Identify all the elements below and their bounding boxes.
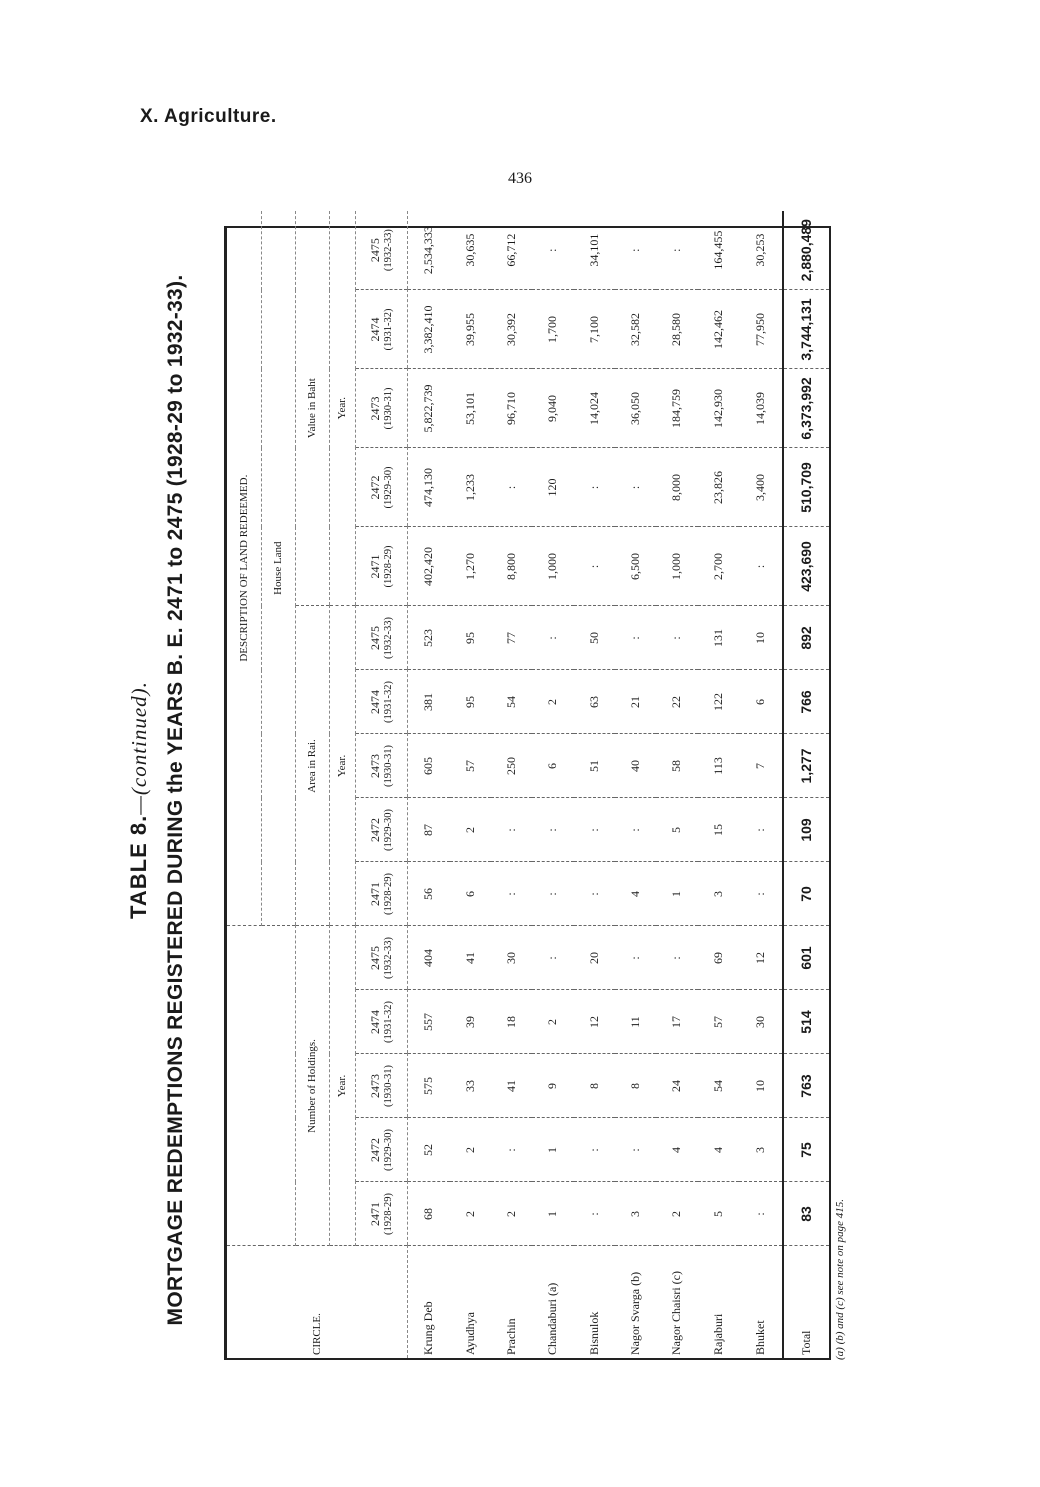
area-cell: 605 bbox=[407, 734, 450, 798]
holdings-cell: 33 bbox=[450, 1054, 491, 1118]
table-body bbox=[407, 211, 829, 1358]
holdings-cell: 17 bbox=[656, 990, 697, 1054]
holdings-cell: 41 bbox=[450, 926, 491, 990]
value-cell: : bbox=[615, 448, 656, 527]
holdings-cell: 30 bbox=[491, 926, 532, 990]
area-cell: : bbox=[656, 606, 697, 670]
value-cell: 32,582 bbox=[615, 290, 656, 369]
value-cell: : bbox=[574, 448, 615, 527]
value-header: Value in Baht bbox=[295, 211, 329, 606]
area-cell: 6 bbox=[450, 862, 491, 926]
table-row bbox=[739, 211, 783, 1358]
area-cell: 63 bbox=[574, 670, 615, 734]
year-be: 2472 bbox=[368, 1138, 382, 1162]
year-header-row bbox=[355, 211, 407, 1358]
total-value-cell: 510,709 bbox=[783, 448, 829, 527]
value-cell: 77,950 bbox=[739, 290, 783, 369]
circle-name: Chandaburi (a) bbox=[545, 1282, 560, 1355]
area-cell: 3 bbox=[698, 862, 739, 926]
page-number: 436 bbox=[508, 170, 532, 187]
total-area-cell: 109 bbox=[783, 798, 829, 862]
circle-name: Ayudhya bbox=[462, 1312, 477, 1355]
year-ad: (1930-31) bbox=[383, 387, 394, 430]
total-holdings-cell: 75 bbox=[783, 1118, 829, 1182]
value-cell: : bbox=[532, 211, 573, 290]
area-cell: 15 bbox=[698, 798, 739, 862]
value-cell: 96,710 bbox=[491, 369, 532, 448]
holdings-cell: 39 bbox=[450, 990, 491, 1054]
area-cell: 58 bbox=[656, 734, 697, 798]
circle-name: Rajaburi bbox=[710, 1313, 725, 1355]
value-year-header: Year. bbox=[329, 211, 355, 606]
year-ad: (1931-32) bbox=[383, 1001, 394, 1043]
area-cell: : bbox=[739, 798, 783, 862]
area-cell: : bbox=[491, 862, 532, 926]
area-cell: 54 bbox=[491, 670, 532, 734]
area-cell: 57 bbox=[450, 734, 491, 798]
holdings-year-2 bbox=[355, 1118, 407, 1182]
holdings-cell: 8 bbox=[574, 1054, 615, 1118]
holdings-cell: 8 bbox=[615, 1054, 656, 1118]
table-row bbox=[491, 211, 532, 1358]
value-cell: 8,800 bbox=[491, 527, 532, 606]
value-cell: 34,101 bbox=[574, 211, 615, 290]
holdings-cell: 2 bbox=[450, 1182, 491, 1246]
area-cell: : bbox=[491, 798, 532, 862]
total-value-cell: 423,690 bbox=[783, 527, 829, 606]
value-cell: 30,253 bbox=[739, 211, 783, 290]
area-cell: : bbox=[574, 862, 615, 926]
circle-name: Bisnulok bbox=[586, 1311, 601, 1355]
value-cell: 14,024 bbox=[574, 369, 615, 448]
value-cell: 30,392 bbox=[491, 290, 532, 369]
holdings-cell: 30 bbox=[739, 990, 783, 1054]
value-cell: 2,534,333 bbox=[407, 211, 450, 290]
total-area-cell: 892 bbox=[783, 606, 829, 670]
circle-name: Krung Deb bbox=[421, 1301, 436, 1355]
circle-header: CIRCLE. bbox=[227, 1246, 407, 1358]
value-year-5 bbox=[355, 211, 407, 290]
holdings-cell: : bbox=[615, 926, 656, 990]
total-label: Total bbox=[783, 1246, 829, 1358]
house-land-header: House Land bbox=[261, 211, 295, 926]
area-cell: 56 bbox=[407, 862, 450, 926]
holdings-cell: 24 bbox=[656, 1054, 697, 1118]
area-cell: 40 bbox=[615, 734, 656, 798]
year-be: 2473 bbox=[368, 753, 382, 778]
table-label bbox=[126, 180, 152, 1420]
area-cell: 6 bbox=[532, 734, 573, 798]
holdings-cell: : bbox=[615, 1118, 656, 1182]
area-cell: : bbox=[574, 798, 615, 862]
area-cell: 51 bbox=[574, 734, 615, 798]
total-holdings-cell: 763 bbox=[783, 1054, 829, 1118]
year-be: 2474 bbox=[368, 317, 382, 342]
table-row bbox=[698, 211, 739, 1358]
holdings-cell: 2 bbox=[491, 1182, 532, 1246]
area-cell: : bbox=[615, 798, 656, 862]
rotated-table-page bbox=[100, 180, 860, 1420]
table-row bbox=[615, 211, 656, 1358]
year-be: 2472 bbox=[368, 475, 382, 500]
total-row bbox=[783, 211, 829, 1358]
total-holdings-cell: 514 bbox=[783, 990, 829, 1054]
area-cell: 21 bbox=[615, 670, 656, 734]
year-ad: (1928-29) bbox=[383, 1193, 394, 1235]
holdings-cell: : bbox=[739, 1182, 783, 1246]
value-cell: 3,382,410 bbox=[407, 290, 450, 369]
holdings-cell: 54 bbox=[698, 1054, 739, 1118]
table-title: MORTGAGE REDEMPTIONS REGISTERED DURING the YEARS B. E. 2471 to 2475 (1928-29 to 1932-33). bbox=[164, 274, 187, 1326]
area-cell: 50 bbox=[574, 606, 615, 670]
year-ad: (1932-33) bbox=[383, 936, 394, 979]
circle-name: Nagor Svarga (b) bbox=[628, 1271, 643, 1355]
area-year-3 bbox=[355, 734, 407, 798]
year-ad: (1928-29) bbox=[383, 872, 394, 915]
area-cell: 381 bbox=[407, 670, 450, 734]
year-ad: (1930-31) bbox=[383, 744, 394, 787]
table-row bbox=[407, 211, 450, 1358]
value-cell: 184,759 bbox=[656, 369, 697, 448]
holdings-cell: : bbox=[532, 926, 573, 990]
area-year-header: Year. bbox=[329, 606, 355, 926]
holdings-cell: 3 bbox=[615, 1182, 656, 1246]
holdings-year-3 bbox=[355, 1054, 407, 1118]
value-cell: 402,420 bbox=[407, 527, 450, 606]
area-cell: 95 bbox=[450, 606, 491, 670]
area-cell: : bbox=[739, 862, 783, 926]
year-be: 2475 bbox=[368, 945, 382, 970]
holdings-cell: 9 bbox=[532, 1054, 573, 1118]
holdings-cell: 4 bbox=[698, 1118, 739, 1182]
value-cell: : bbox=[615, 211, 656, 290]
redemptions-table-frame bbox=[224, 219, 831, 1360]
value-cell: 8,000 bbox=[656, 448, 697, 527]
area-cell: 7 bbox=[739, 734, 783, 798]
area-cell: : bbox=[532, 862, 573, 926]
value-year-1 bbox=[355, 527, 407, 606]
value-cell: 1,000 bbox=[532, 527, 573, 606]
year-ad: (1928-29) bbox=[383, 545, 394, 588]
holdings-cell: 52 bbox=[407, 1118, 450, 1182]
area-cell: 523 bbox=[407, 606, 450, 670]
holdings-cell: 68 bbox=[407, 1182, 450, 1246]
area-cell: 77 bbox=[491, 606, 532, 670]
year-be: 2474 bbox=[368, 689, 382, 714]
area-header: Area in Rai. bbox=[295, 606, 329, 926]
holdings-cell: : bbox=[491, 1118, 532, 1182]
table-continued: —(continued). bbox=[127, 681, 151, 815]
holdings-cell: 557 bbox=[407, 990, 450, 1054]
total-holdings-cell: 601 bbox=[783, 926, 829, 990]
holdings-cell: : bbox=[574, 1182, 615, 1246]
year-be: 2471 bbox=[368, 554, 382, 579]
total-area-cell: 766 bbox=[783, 670, 829, 734]
holdings-year-header: Year. bbox=[329, 926, 355, 1246]
value-cell: 53,101 bbox=[450, 369, 491, 448]
total-holdings-cell: 83 bbox=[783, 1182, 829, 1246]
holdings-year-4 bbox=[355, 990, 407, 1054]
year-ad: (1929-30) bbox=[383, 466, 394, 509]
area-cell: : bbox=[532, 798, 573, 862]
value-cell: 2,700 bbox=[698, 527, 739, 606]
value-cell: 66,712 bbox=[491, 211, 532, 290]
holdings-year-1 bbox=[355, 1182, 407, 1246]
description-header: DESCRIPTION OF LAND REDEEMED. bbox=[227, 211, 261, 926]
area-cell: 113 bbox=[698, 734, 739, 798]
value-cell: 1,270 bbox=[450, 527, 491, 606]
total-value-cell: 2,880,489 bbox=[783, 211, 829, 290]
value-cell: 30,635 bbox=[450, 211, 491, 290]
year-ad: (1930-31) bbox=[383, 1065, 394, 1107]
value-cell: : bbox=[739, 527, 783, 606]
total-area-cell: 1,277 bbox=[783, 734, 829, 798]
year-be: 2474 bbox=[368, 1010, 382, 1034]
holdings-cell: 18 bbox=[491, 990, 532, 1054]
table-row bbox=[656, 211, 697, 1358]
area-cell: 4 bbox=[615, 862, 656, 926]
table-number: TABLE 8. bbox=[126, 814, 151, 919]
year-ad: (1932-33) bbox=[383, 616, 394, 659]
redemptions-table bbox=[227, 211, 829, 1358]
holdings-cell: 404 bbox=[407, 926, 450, 990]
year-be: 2471 bbox=[368, 881, 382, 906]
area-year-1 bbox=[355, 862, 407, 926]
area-cell: 122 bbox=[698, 670, 739, 734]
value-cell: : bbox=[574, 527, 615, 606]
year-be: 2475 bbox=[368, 238, 382, 263]
year-ad: (1932-33) bbox=[383, 229, 394, 272]
holdings-cell: 1 bbox=[532, 1182, 573, 1246]
year-be: 2472 bbox=[368, 817, 382, 842]
value-year-3 bbox=[355, 369, 407, 448]
value-cell: 14,039 bbox=[739, 369, 783, 448]
total-value-cell: 3,744,131 bbox=[783, 290, 829, 369]
value-cell: : bbox=[656, 211, 697, 290]
area-cell: 10 bbox=[739, 606, 783, 670]
table-row bbox=[574, 211, 615, 1358]
section-heading: X. Agriculture. bbox=[140, 106, 277, 127]
holdings-cell: 10 bbox=[739, 1054, 783, 1118]
holdings-cell: 2 bbox=[656, 1182, 697, 1246]
area-year-5 bbox=[355, 606, 407, 670]
holdings-cell: 5 bbox=[698, 1182, 739, 1246]
value-cell: 142,462 bbox=[698, 290, 739, 369]
year-ad: (1929-30) bbox=[383, 808, 394, 851]
value-cell: 6,500 bbox=[615, 527, 656, 606]
area-cell: 6 bbox=[739, 670, 783, 734]
area-cell: 87 bbox=[407, 798, 450, 862]
year-ad: (1931-32) bbox=[383, 680, 394, 723]
area-cell: 131 bbox=[698, 606, 739, 670]
holdings-cell: 12 bbox=[739, 926, 783, 990]
area-cell: 1 bbox=[656, 862, 697, 926]
area-cell: 22 bbox=[656, 670, 697, 734]
table-row bbox=[450, 211, 491, 1358]
year-ad: (1929-30) bbox=[383, 1129, 394, 1171]
holdings-cell: : bbox=[574, 1118, 615, 1182]
value-cell: 28,580 bbox=[656, 290, 697, 369]
year-be: 2471 bbox=[368, 1202, 382, 1226]
area-year-2 bbox=[355, 798, 407, 862]
value-cell: 1,700 bbox=[532, 290, 573, 369]
area-cell: 2 bbox=[450, 798, 491, 862]
year-be: 2473 bbox=[368, 1074, 382, 1098]
area-cell: : bbox=[532, 606, 573, 670]
area-cell: 95 bbox=[450, 670, 491, 734]
holdings-cell: 2 bbox=[532, 990, 573, 1054]
total-area-cell: 70 bbox=[783, 862, 829, 926]
value-year-4 bbox=[355, 290, 407, 369]
holdings-year-5 bbox=[355, 926, 407, 990]
value-cell: 142,930 bbox=[698, 369, 739, 448]
value-cell: 1,233 bbox=[450, 448, 491, 527]
value-cell: 1,000 bbox=[656, 527, 697, 606]
circle-name: Bhuket bbox=[752, 1320, 767, 1355]
holdings-header: Number of Holdings. bbox=[295, 926, 329, 1246]
value-cell: : bbox=[491, 448, 532, 527]
value-cell: 5,822,739 bbox=[407, 369, 450, 448]
holdings-cell: 69 bbox=[698, 926, 739, 990]
value-cell: 474,130 bbox=[407, 448, 450, 527]
value-cell: 23,826 bbox=[698, 448, 739, 527]
area-year-4 bbox=[355, 670, 407, 734]
holdings-cell: 2 bbox=[450, 1118, 491, 1182]
circle-name: Prachin bbox=[504, 1318, 519, 1355]
holdings-cell: 41 bbox=[491, 1054, 532, 1118]
holdings-cell: 57 bbox=[698, 990, 739, 1054]
holdings-cell: : bbox=[656, 926, 697, 990]
value-cell: 39,955 bbox=[450, 290, 491, 369]
value-cell: 7,100 bbox=[574, 290, 615, 369]
area-cell: 5 bbox=[656, 798, 697, 862]
holdings-cell: 12 bbox=[574, 990, 615, 1054]
total-value-cell: 6,373,992 bbox=[783, 369, 829, 448]
holdings-header-spacer bbox=[227, 926, 295, 1246]
value-cell: 9,040 bbox=[532, 369, 573, 448]
value-cell: 3,400 bbox=[739, 448, 783, 527]
year-be: 2473 bbox=[368, 396, 382, 421]
area-cell: 2 bbox=[532, 670, 573, 734]
holdings-cell: 3 bbox=[739, 1118, 783, 1182]
holdings-cell: 20 bbox=[574, 926, 615, 990]
year-ad: (1931-32) bbox=[383, 308, 394, 351]
footnote: (a) (b) and (c) see note on page 415. bbox=[834, 1199, 846, 1360]
area-cell: : bbox=[615, 606, 656, 670]
circle-name: Nagor Chaisri (c) bbox=[669, 1271, 684, 1355]
area-cell: 250 bbox=[491, 734, 532, 798]
holdings-cell: 1 bbox=[532, 1118, 573, 1182]
holdings-cell: 575 bbox=[407, 1054, 450, 1118]
table-row bbox=[532, 211, 573, 1358]
value-year-2 bbox=[355, 448, 407, 527]
year-be: 2475 bbox=[368, 625, 382, 650]
holdings-cell: 4 bbox=[656, 1118, 697, 1182]
holdings-cell: 11 bbox=[615, 990, 656, 1054]
value-cell: 36,050 bbox=[615, 369, 656, 448]
value-cell: 164,455 bbox=[698, 211, 739, 290]
value-cell: 120 bbox=[532, 448, 573, 527]
